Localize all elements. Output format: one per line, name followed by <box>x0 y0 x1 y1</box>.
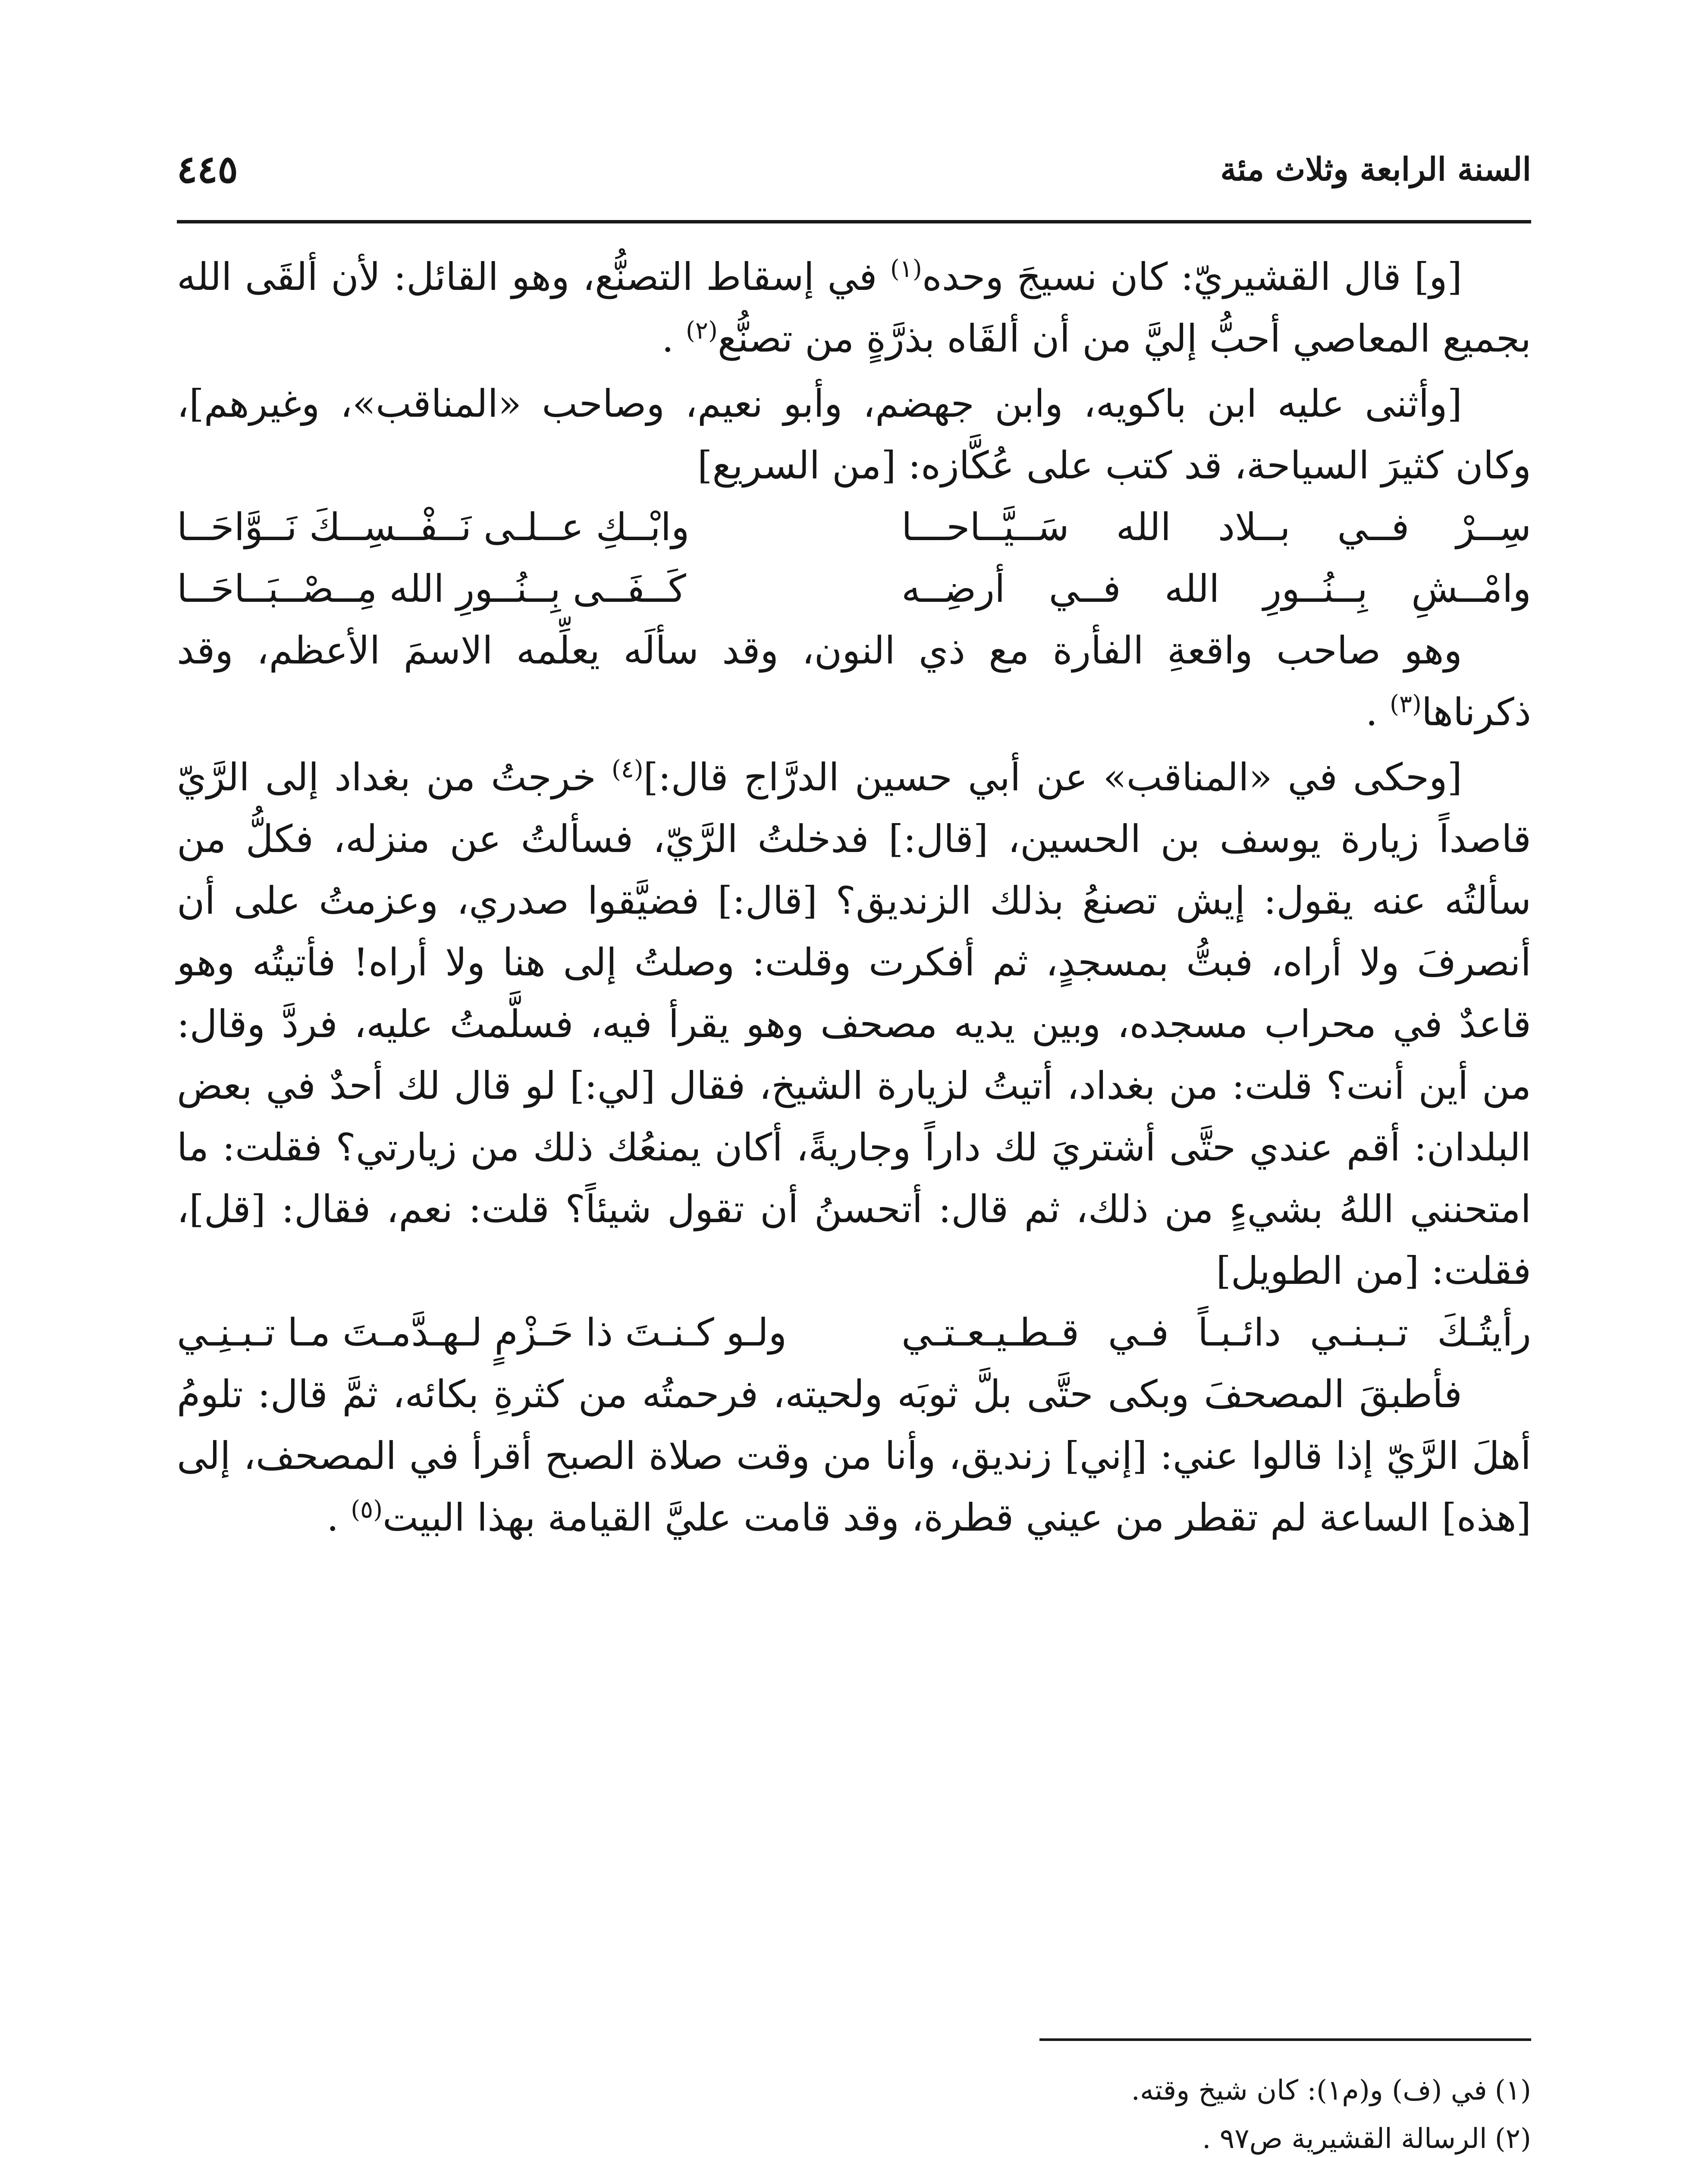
footnote-mark: (٥) <box>351 1496 383 1524</box>
verse-line <box>177 496 1531 558</box>
paragraph-mouse-story: وهو صاحب واقعةِ الفأرة مع ذي النون، وقد سألَه يعلِّمه الاسمَ الأعظم، وقد ذكرناها$^{(٣)}$ . <box>177 628 1531 734</box>
footnotes <box>177 2066 1531 2157</box>
page-header <box>177 147 1531 211</box>
header-rule <box>177 220 1531 223</box>
footnote: (١)في (ف) و(م١): كان شيخ وقته. <box>1131 2075 1531 2107</box>
verse-line <box>177 558 1531 619</box>
poem-block <box>177 496 1531 619</box>
footnote-mark: (٤) <box>611 755 644 783</box>
verse-line <box>177 1302 1531 1363</box>
running-title: السنة الرابعة وثلاث مئة <box>1220 151 1531 188</box>
verse-second-hemistich: كَــفَــى بِــنُــورِ الله مِــصْــبَــاحَــا <box>177 566 686 611</box>
footnote-mark: (١) <box>890 255 922 283</box>
verse-second-hemistich: ولـو كـنـتَ ذا حَـزْمٍ لـهـدَّمـتَ مـا تـبـنِـي <box>177 1310 787 1355</box>
verse-first-hemistich: رأيتُـكَ تـبـنـي دائـبـاً فـي قـطـيـعـتـي <box>901 1310 1531 1355</box>
paragraph-darraj-story: [وحكى في «المناقب» عن أبي حسين الدرَّاج قال:]$^{(٤)}$ خرجتُ من بغداد إلى الرَّيّ قاصداً زيارة يوسف بن الحسين، [قال:] فدخلتُ الرَّيّ، فسألتُ عن منزله، فكلُّ من سألتُه عنه يقول: إيش تصنعُ بذلك الزنديق؟ [قال:] فضيَّقوا صدري، وعزمتُ على أن أنصرفَ ولا أراه، فبتُّ بمسجدٍ، ثم أفكرت وقلت: وصلتُ إلى هنا ولا أراه! فأتيتُه وهو قاعدٌ في محراب مسجده، وبين يديه مصحف وهو يقرأ فيه، فسلَّمتُ عليه، فردَّ وقال: من أين أنت؟ قلت: من بغداد، أتيتُ لزيارة الشيخ، فقال [لي:] لو قال لك أحدٌ في بعض البلدان: أقم عندي حتَّى أشتريَ لك داراً وجاريةً، أكان يمنعُك ذلك من زيارتي؟ فقلت: ما امتحنني اللهُ بشيءٍ من ذلك، ثم قال: أتحسنُ أن تقول شيئاً؟ قلت: نعم، فقال: [قل]، فقلت: [من الطويل] <box>177 755 1531 1293</box>
paragraph-qushayri: [و] قال القشيريّ: كان نسيجَ وحده$^{(١)}$ في إسقاط التصنُّع، وهو القائل: لأن ألقَى الله بجميع المعاصي أحبُّ إليَّ من أن ألقَاه بذرَّةٍ من تصنُّع$^{(٢)}$ . <box>177 255 1531 361</box>
footnote: (٢)الرسالة القشيرية ص٩٧ . <box>1202 2123 1531 2155</box>
paragraph-weeping: فأطبقَ المصحفَ وبكى حتَّى بلَّ ثوبَه ولحيته، فرحمتُه من كثرةِ بكائه، ثمَّ قال: تلومُ أهلَ الرَّيّ إذا قالوا عني: [إني] زنديق، وأنا من وقت صلاة الصبح أقرأ في المصحف، إلى [هذه] الساعة لم تقطر من عيني قطرة، وقد قامت عليَّ القيامة بهذا البيت$^{(٥)}$ . <box>177 1372 1531 1540</box>
verse-first-hemistich: سِــرْ فــي بــلاد الله سَــيَّــاحـــا <box>901 505 1531 549</box>
main-text <box>177 246 1531 1548</box>
page-number: ٤٤٥ <box>177 147 238 192</box>
footnote-mark: (٢) <box>686 317 718 345</box>
verse-second-hemistich: وابْــكِ عــلـى نَــفْــسِــكَ نَــوَّاحَــا <box>177 505 690 549</box>
paragraph-praise: [وأثنى عليه ابن باكويه، وابن جهضم، وأبو نعيم، وصاحب «المناقب»، وغيرهم]، وكان كثيرَ السياحة، قد كتب على عُكَّازه: [من السريع] <box>177 381 1531 487</box>
footnote-mark: (٣) <box>1390 690 1422 718</box>
poem-block <box>177 1302 1531 1363</box>
footnote-separator <box>1039 2038 1531 2041</box>
verse-first-hemistich: وامْــشِ بِــنُــورِ الله فــي أرضِــه <box>901 566 1531 611</box>
